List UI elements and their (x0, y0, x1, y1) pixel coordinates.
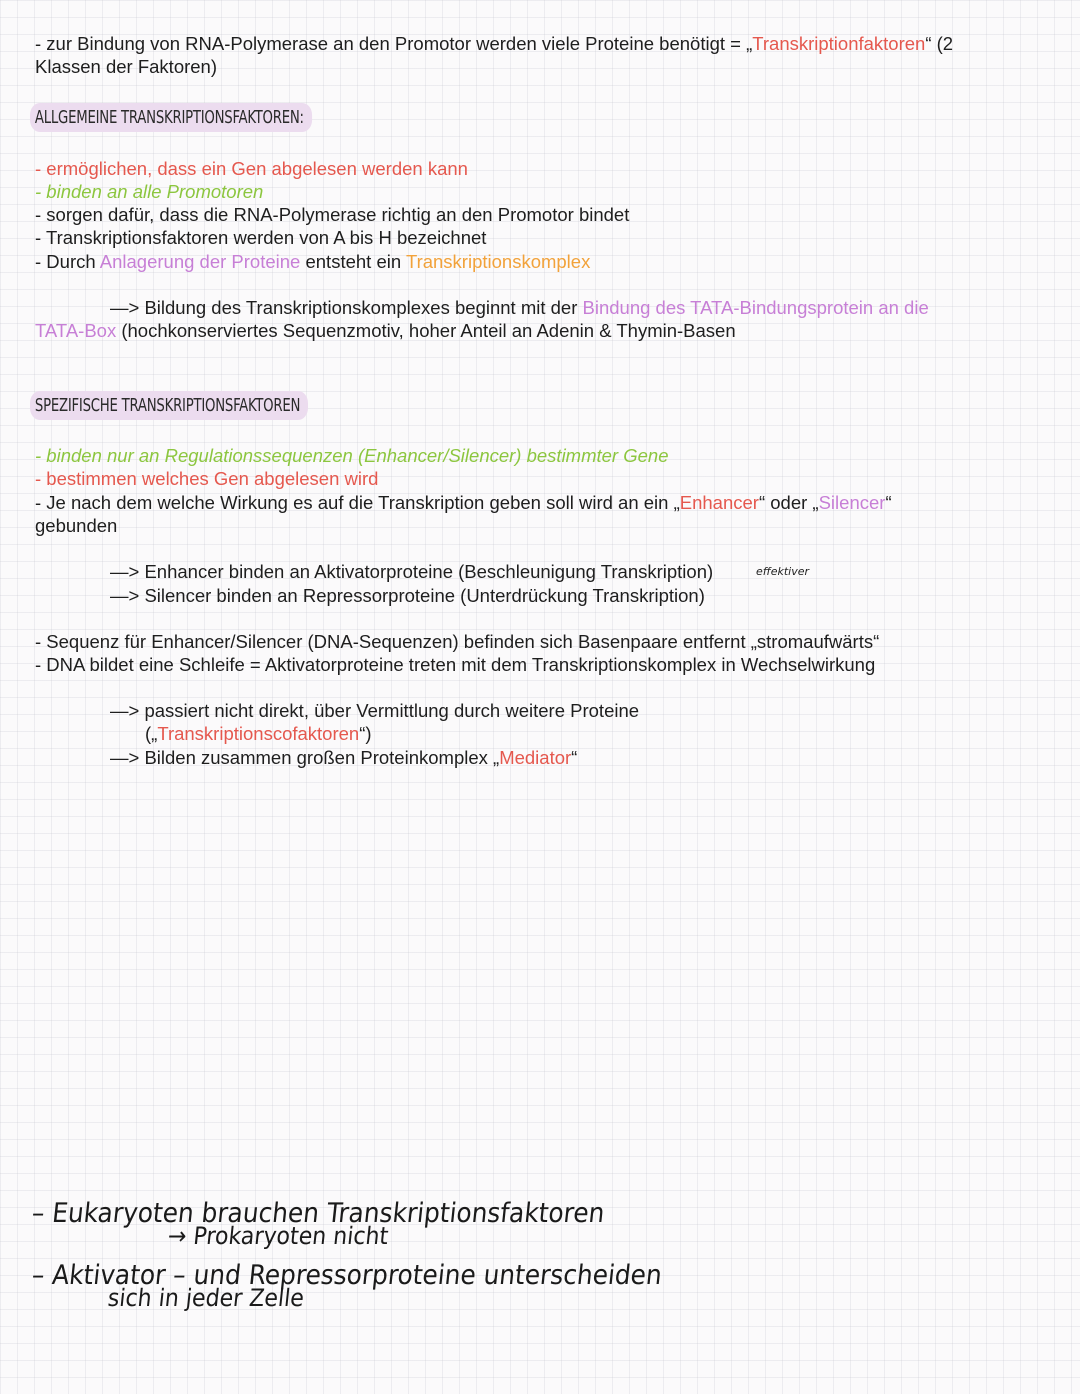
term-tata-box: TATA-Box (35, 320, 117, 341)
term-tata-bindung: Bindung des TATA-Bindungsprotein an die (582, 297, 929, 318)
term-silencer: Silencer (818, 492, 886, 513)
handwritten-line-2: → Prokaryoten nicht (166, 1222, 390, 1250)
spez-bullet-3 (35, 491, 892, 514)
handwritten-note-effektiver: effektiver (756, 565, 810, 578)
allg-arrow-1 (110, 296, 929, 319)
allg-bullet-2: - binden an alle Promotoren (35, 181, 264, 202)
handwritten-line-4: sich in jeder Zelle (106, 1284, 306, 1312)
term-mediator: Mediator (499, 747, 572, 768)
allg-bullet-1: - ermöglichen, dass ein Gen abgelesen werden kann (35, 158, 468, 179)
spez-bullet-2: - bestimmen welches Gen abgelesen wird (35, 468, 379, 489)
text: - Durch (35, 251, 100, 272)
handwritten-line-1: – Eukaryoten brauchen Transkriptionsfaktoren (30, 1198, 607, 1229)
spez-arrow-silencer: —> Silencer binden an Repressorproteine (Unterdrückung Transkription) (110, 585, 705, 606)
intro-text-end: “ (2 (925, 33, 954, 54)
text: entsteht ein (300, 251, 406, 272)
term-anlagerung: Anlagerung der Proteine (99, 251, 301, 272)
allg-arrow-1-cont (35, 319, 736, 342)
spez-arrow-vermittlung: —> passiert nicht direkt, über Vermittlung durch weitere Proteine (110, 700, 640, 721)
term-transkriptionskomplex: Transkriptionskomplex (405, 251, 591, 272)
text: “ (571, 747, 578, 768)
intro-line-1 (35, 32, 953, 55)
term-enhancer: Enhancer (679, 492, 759, 513)
spez-cofaktoren (145, 722, 372, 745)
text: an Regulationssequenzen (Enhancer/Silencer) bestimmter Gene (133, 445, 669, 466)
intro-line-2: Klassen der Faktoren) (35, 56, 218, 77)
spez-bullet-5: - DNA bildet eine Schleife = Aktivatorproteine treten mit dem Transkriptionskomplex in Wechselwirkung (35, 654, 876, 675)
intro-text: - zur Bindung von RNA-Polymerase an den Promotor werden viele Proteine benötigt = „ (35, 33, 753, 54)
allg-bullet-4: - Transkriptionsfaktoren werden von A bis H bezeichnet (35, 227, 487, 248)
text: “ oder „ (758, 492, 819, 513)
spez-bullet-3-cont: gebunden (35, 515, 118, 536)
text: “) (359, 723, 372, 744)
term-cofaktoren: Transkriptionscofaktoren (157, 723, 360, 744)
heading-spezifische: SPEZIFISCHE TRANSKRIPTIONSFAKTOREN (30, 391, 308, 420)
text-nur: nur (107, 445, 134, 466)
allg-bullet-3: - sorgen dafür, dass die RNA-Polymerase richtig an den Promotor bindet (35, 204, 630, 225)
text: —> Bilden zusammen großen Proteinkomplex „ (110, 747, 500, 768)
text: —> Bildung des Transkriptionskomplexes beginnt mit der (110, 297, 583, 318)
term-transkriptionfaktoren: Transkriptionfaktoren (752, 33, 926, 54)
text: - Je nach dem welche Wirkung es auf die Transkription geben soll wird an ein „ (35, 492, 680, 513)
spez-bullet-1 (35, 444, 669, 467)
handwritten-line-3: – Aktivator – und Repressorproteine unterscheiden (30, 1260, 664, 1291)
spez-arrow-mediator (110, 746, 577, 769)
heading-allgemeine: ALLGEMEINE TRANSKRIPTIONSFAKTOREN: (30, 103, 312, 132)
spez-bullet-4: - Sequenz für Enhancer/Silencer (DNA-Sequenzen) befinden sich Basenpaare entfernt „stromaufwärts“ (35, 631, 880, 652)
text: “ (885, 492, 892, 513)
text: („ (145, 723, 158, 744)
text: - binden (35, 445, 107, 466)
allg-bullet-5 (35, 250, 590, 273)
text: (hochkonserviertes Sequenzmotiv, hoher Anteil an Adenin & Thymin-Basen (116, 320, 736, 341)
spez-arrow-enhancer: —> Enhancer binden an Aktivatorproteine (Beschleunigung Transkription) (110, 561, 714, 582)
